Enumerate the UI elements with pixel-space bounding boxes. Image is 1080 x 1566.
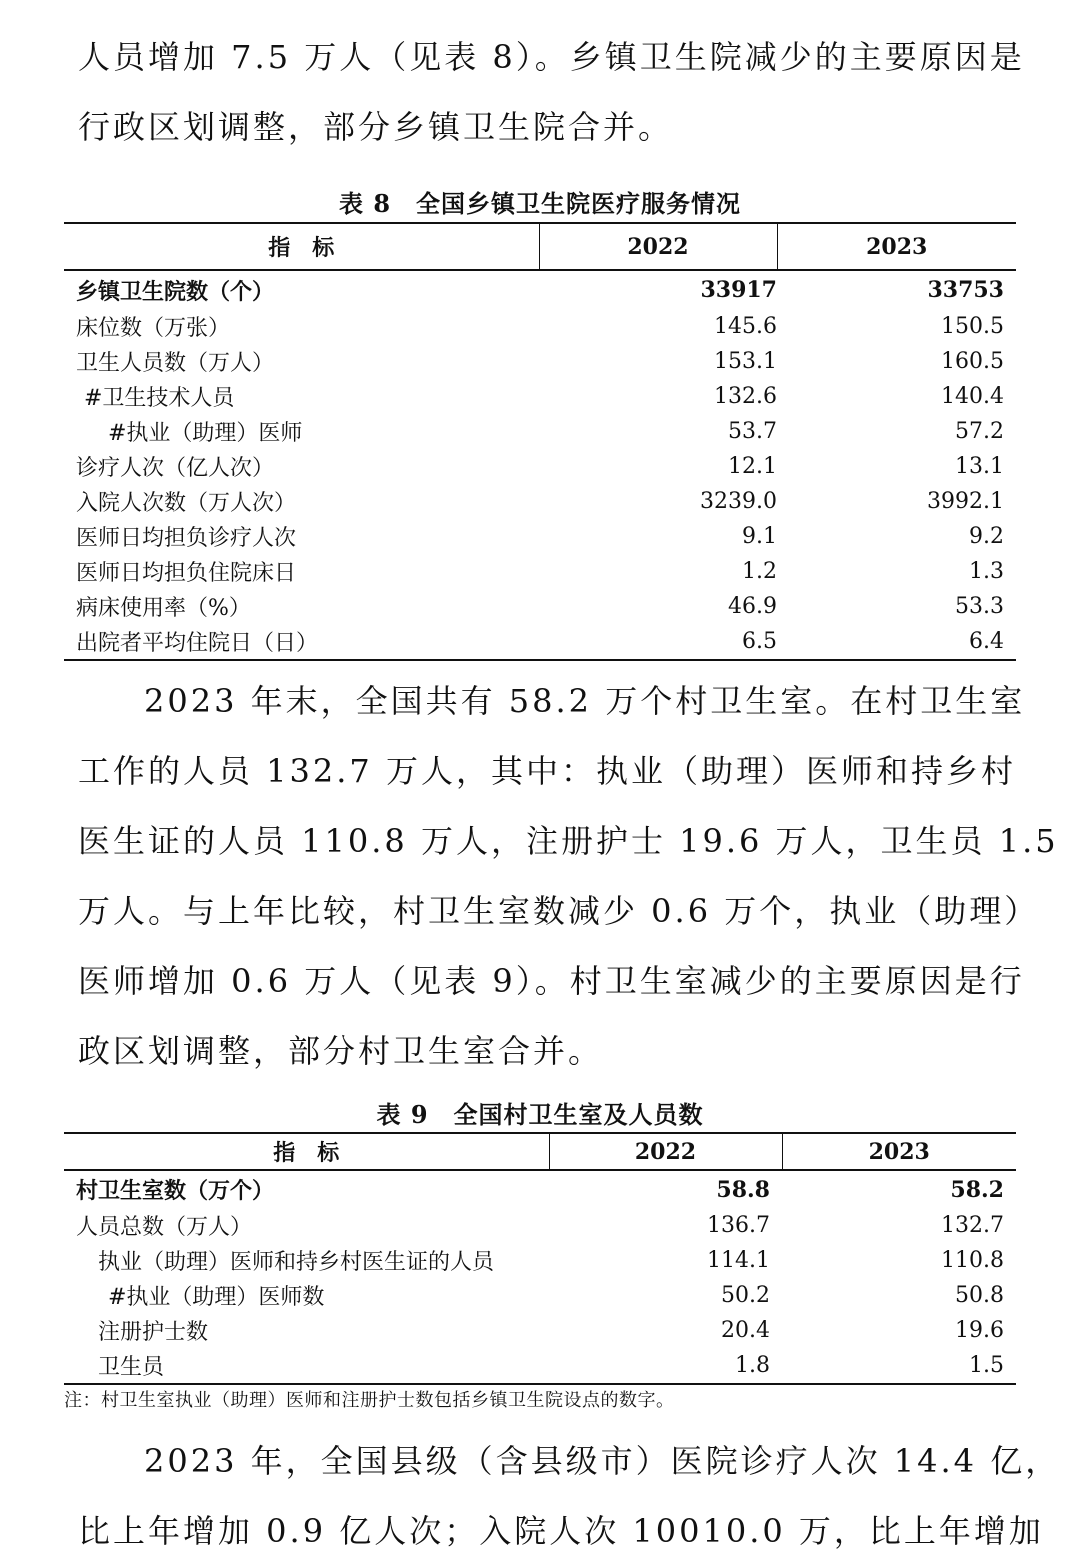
table-row	[64, 1278, 1016, 1313]
value-2023: 1.3	[969, 559, 1004, 584]
table9-header-2022: 2022	[549, 1133, 782, 1170]
table9-header-indicator: 指 标	[64, 1133, 549, 1170]
value-2022: 3239.0	[700, 489, 777, 514]
row-label: 乡镇卫生院数（个）	[76, 278, 275, 305]
row-label: 卫生人员数（万人）	[76, 351, 275, 376]
table9-title: 表 9 全国村卫生室及人员数	[376, 1100, 704, 1129]
value-2023: 160.5	[941, 349, 1004, 374]
table-row	[64, 589, 1016, 624]
table-row	[64, 1313, 1016, 1348]
table8-title: 表 8 全国乡镇卫生院医疗服务情况	[338, 189, 742, 218]
table9	[64, 1132, 1016, 1385]
table-row	[64, 309, 1016, 344]
value-2022: 1.8	[549, 1348, 782, 1384]
value-2023: 140.4	[941, 384, 1004, 409]
table-row	[64, 484, 1016, 519]
value-2022: 50.2	[721, 1283, 770, 1308]
value-2022: 9.1	[742, 524, 777, 549]
value-2023: 13.1	[955, 454, 1004, 479]
table-row	[64, 270, 1016, 309]
row-label: 诊疗人次（亿人次）	[76, 456, 275, 481]
paragraph-line: 行政区划调整，部分乡镇卫生院合并。	[78, 108, 674, 146]
row-label: 医师日均担负诊疗人次	[76, 526, 297, 551]
paragraph-line: 政区划调整，部分村卫生室合并。	[78, 1032, 604, 1070]
table-row	[64, 1170, 1016, 1208]
table-row	[64, 414, 1016, 449]
value-2023: 50.8	[955, 1283, 1004, 1308]
value-2023: 3992.1	[927, 489, 1004, 514]
row-label: 病床使用率（%）	[76, 596, 251, 621]
table-row	[64, 1348, 1016, 1384]
value-2022: 1.2	[742, 559, 777, 584]
value-2022: 6.5	[539, 624, 777, 660]
value-2022: 114.1	[707, 1248, 770, 1273]
value-2023: 150.5	[941, 314, 1004, 339]
value-2022: 33917	[700, 277, 777, 303]
paragraph-line: 医师增加 0.6 万人（见表 9）。村卫生室减少的主要原因是行	[78, 962, 1025, 1000]
value-2023: 19.6	[955, 1318, 1004, 1343]
table8-header-2022: 2022	[539, 223, 777, 270]
row-label: #执业（助理）医师	[108, 421, 303, 446]
paragraph-bottom	[78, 1426, 1061, 1566]
value-2022: 136.7	[707, 1213, 770, 1238]
table-row	[64, 519, 1016, 554]
row-label: 床位数（万张）	[76, 316, 231, 341]
value-2023: 132.7	[941, 1213, 1004, 1238]
value-2022: 20.4	[721, 1318, 770, 1343]
row-label: 卫生员	[64, 1348, 549, 1384]
paragraph-line: 医生证的人员 110.8 万人，注册护士 19.6 万人，卫生员 1.5	[78, 822, 1059, 860]
value-2022: 58.8	[716, 1176, 770, 1203]
table-row	[64, 344, 1016, 379]
paragraph-top	[78, 22, 1025, 162]
value-2022: 46.9	[728, 594, 777, 619]
table9-header-2023: 2023	[782, 1133, 1016, 1170]
table-row	[64, 1208, 1016, 1243]
table8	[64, 222, 1016, 661]
paragraph-line: 工作的人员 132.7 万人，其中：执业（助理）医师和持乡村	[78, 752, 1016, 790]
value-2023: 33753	[927, 277, 1004, 303]
row-label: 人员总数（万人）	[76, 1215, 253, 1240]
table9-note: 注：村卫生室执业（助理）医师和注册护士数包括乡镇卫生院设点的数字。	[64, 1390, 675, 1411]
table-row	[64, 554, 1016, 589]
value-2023: 9.2	[969, 524, 1004, 549]
paragraph-middle	[78, 666, 1059, 1086]
value-2023: 58.2	[950, 1176, 1004, 1203]
paragraph-line: 2023 年，全国县级（含县级市）医院诊疗人次 14.4 亿，	[144, 1442, 1061, 1480]
row-label: 入院人次数（万人次）	[76, 491, 297, 516]
paragraph-line: 万人。与上年比较，村卫生室数减少 0.6 万个，执业（助理）	[78, 892, 1040, 930]
value-2023: 6.4	[777, 624, 1016, 660]
table-row	[64, 1243, 1016, 1278]
value-2022: 153.1	[714, 349, 777, 374]
paragraph-line: 比上年增加 0.9 亿人次；入院人次 10010.0 万，比上年增加	[78, 1512, 1044, 1550]
table8-header-2023: 2023	[777, 223, 1016, 270]
value-2023: 57.2	[955, 419, 1004, 444]
value-2022: 145.6	[714, 314, 777, 339]
value-2022: 132.6	[714, 384, 777, 409]
table-row	[64, 624, 1016, 660]
row-label: #卫生技术人员	[84, 386, 235, 411]
row-label: 医师日均担负住院床日	[76, 561, 297, 586]
row-label: #执业（助理）医师数	[108, 1285, 325, 1310]
paragraph-line: 人员增加 7.5 万人（见表 8）。乡镇卫生院减少的主要原因是	[78, 38, 1025, 76]
paragraph-line: 2023 年末，全国共有 58.2 万个村卫生室。在村卫生室	[144, 682, 1026, 720]
row-label: 注册护士数	[98, 1320, 209, 1345]
row-label: 村卫生室数（万个）	[76, 1178, 275, 1204]
value-2022: 12.1	[728, 454, 777, 479]
row-label: 执业（助理）医师和持乡村医生证的人员	[98, 1250, 495, 1275]
row-label: 出院者平均住院日（日）	[64, 624, 539, 660]
table-row	[64, 379, 1016, 414]
value-2023: 1.5	[782, 1348, 1016, 1384]
table8-header-indicator: 指 标	[64, 223, 539, 270]
value-2023: 110.8	[941, 1248, 1004, 1273]
value-2023: 53.3	[955, 594, 1004, 619]
value-2022: 53.7	[728, 419, 777, 444]
table-row	[64, 449, 1016, 484]
